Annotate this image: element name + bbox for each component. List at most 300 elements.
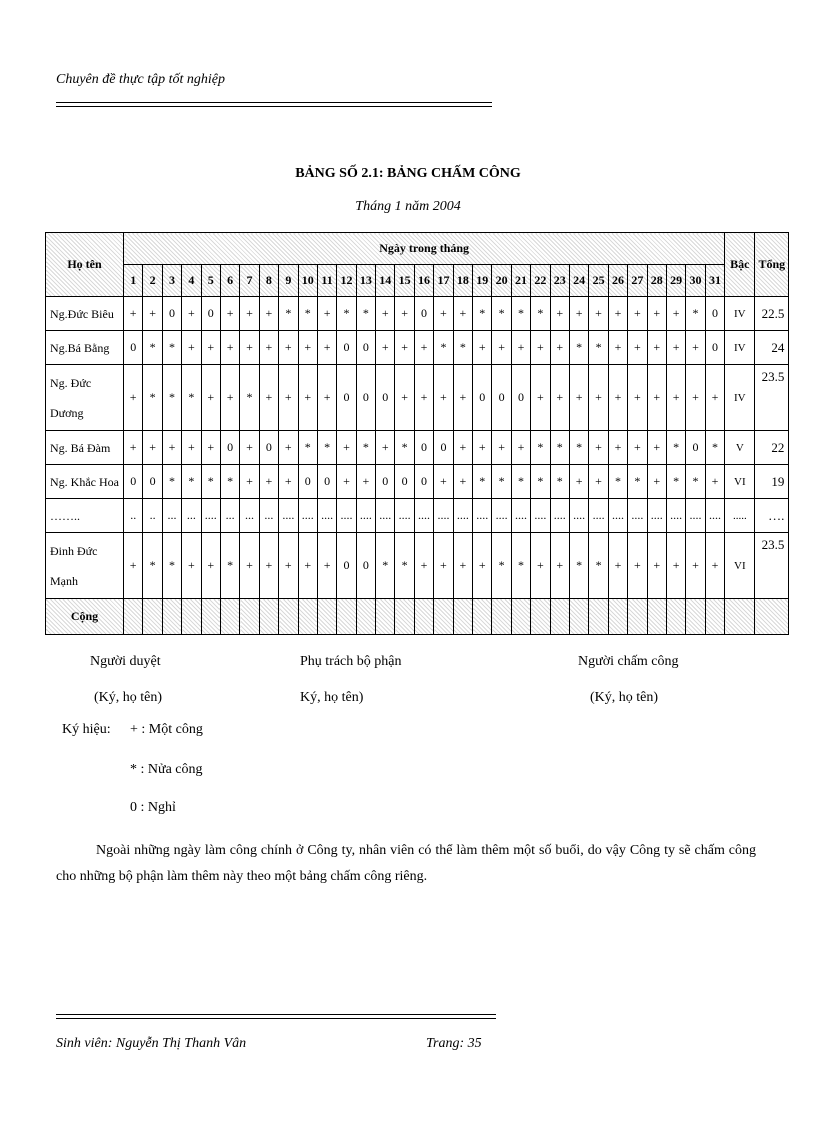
attendance-mark: * xyxy=(162,533,181,599)
employee-total: 19 xyxy=(755,465,789,499)
attendance-mark: .... xyxy=(414,499,433,533)
attendance-mark: 0 xyxy=(337,365,356,431)
table-row xyxy=(46,465,789,499)
attendance-mark: + xyxy=(550,365,569,431)
attendance-mark: + xyxy=(414,533,433,599)
attendance-mark: * xyxy=(511,533,530,599)
attendance-mark: * xyxy=(686,465,705,499)
attendance-mark: + xyxy=(356,465,375,499)
attendance-mark: + xyxy=(279,533,298,599)
day-header-16: 16 xyxy=(414,265,433,297)
attendance-mark: * xyxy=(628,465,647,499)
attendance-mark: .... xyxy=(395,499,414,533)
employee-name: Ng.Bá Bằng xyxy=(46,331,124,365)
attendance-mark: .... xyxy=(569,499,588,533)
footer-cell xyxy=(240,599,259,635)
attendance-mark: + xyxy=(686,533,705,599)
col-grade-header: Bậc xyxy=(725,233,755,297)
attendance-mark: * xyxy=(705,431,725,465)
day-header-10: 10 xyxy=(298,265,317,297)
attendance-mark: * xyxy=(511,297,530,331)
col-days-group-header: Ngày trong tháng xyxy=(124,233,725,265)
signature-timekeeper-note: (Ký, họ tên) xyxy=(590,690,659,705)
body-paragraph: Ngoài những ngày làm công chính ở Công ty, nhân viên có thể làm thêm một số buổi, do vậy Công ty sẽ chấm công cho những bộ phận làm thêm này theo một bảng chấm công riêng. xyxy=(56,843,756,884)
attendance-mark: * xyxy=(569,331,588,365)
attendance-mark: + xyxy=(240,431,259,465)
attendance-mark: * xyxy=(511,465,530,499)
table-subtitle: Tháng 1 năm 2004 xyxy=(355,199,461,214)
attendance-mark: .... xyxy=(376,499,395,533)
col-name-header: Họ tên xyxy=(46,233,124,297)
attendance-mark: + xyxy=(434,533,453,599)
day-header-17: 17 xyxy=(434,265,453,297)
attendance-mark: 0 xyxy=(162,297,181,331)
attendance-mark: .... xyxy=(492,499,511,533)
attendance-mark: * xyxy=(395,533,414,599)
footer-cell xyxy=(608,599,627,635)
attendance-mark: + xyxy=(298,331,317,365)
footer-cell xyxy=(182,599,201,635)
attendance-mark: + xyxy=(686,365,705,431)
attendance-mark: + xyxy=(395,365,414,431)
table-row xyxy=(46,331,789,365)
footer-cell xyxy=(201,599,220,635)
table-row xyxy=(46,297,789,331)
attendance-mark: .... xyxy=(608,499,627,533)
footer-cell xyxy=(666,599,685,635)
attendance-mark: 0 xyxy=(356,331,375,365)
attendance-mark: + xyxy=(608,331,627,365)
attendance-mark: + xyxy=(317,533,336,599)
day-header-27: 27 xyxy=(628,265,647,297)
attendance-mark: 0 xyxy=(705,297,725,331)
attendance-mark: .... xyxy=(279,499,298,533)
employee-grade: IV xyxy=(725,365,755,431)
attendance-mark: * xyxy=(589,533,608,599)
attendance-mark: + xyxy=(201,365,220,431)
header-rule xyxy=(56,102,492,103)
attendance-mark: 0 xyxy=(492,365,511,431)
attendance-mark: .... xyxy=(589,499,608,533)
attendance-mark: .... xyxy=(201,499,220,533)
attendance-table xyxy=(45,232,789,635)
table-row xyxy=(46,365,789,431)
footer-cell xyxy=(531,599,550,635)
employee-name: Ng. Khắc Hoa xyxy=(46,465,124,499)
employee-grade: VI xyxy=(725,533,755,599)
attendance-mark: * xyxy=(531,431,550,465)
attendance-mark: + xyxy=(162,431,181,465)
footer-cell xyxy=(628,599,647,635)
attendance-mark: + xyxy=(550,297,569,331)
attendance-mark: * xyxy=(162,331,181,365)
attendance-mark: + xyxy=(317,297,336,331)
legend-item-half: * : Nửa công xyxy=(130,762,203,777)
attendance-mark: ... xyxy=(220,499,239,533)
attendance-mark: + xyxy=(453,465,472,499)
attendance-mark: + xyxy=(182,533,201,599)
attendance-mark: + xyxy=(550,533,569,599)
attendance-mark: 0 xyxy=(376,465,395,499)
attendance-mark: * xyxy=(162,465,181,499)
attendance-mark: .... xyxy=(473,499,492,533)
attendance-mark: + xyxy=(705,465,725,499)
attendance-mark: .... xyxy=(356,499,375,533)
attendance-mark: + xyxy=(608,431,627,465)
attendance-mark: 0 xyxy=(414,465,433,499)
attendance-mark: 0 xyxy=(705,331,725,365)
attendance-mark: + xyxy=(434,365,453,431)
attendance-mark: + xyxy=(298,365,317,431)
attendance-mark: 0 xyxy=(414,297,433,331)
footer-cell xyxy=(337,599,356,635)
attendance-mark: + xyxy=(511,431,530,465)
attendance-mark: * xyxy=(589,331,608,365)
attendance-mark: + xyxy=(279,331,298,365)
attendance-mark: + xyxy=(589,465,608,499)
attendance-mark: + xyxy=(434,297,453,331)
attendance-mark: 0 xyxy=(124,331,143,365)
attendance-mark: .... xyxy=(550,499,569,533)
attendance-mark: .... xyxy=(511,499,530,533)
attendance-mark: + xyxy=(376,297,395,331)
attendance-mark: + xyxy=(279,465,298,499)
header-title: Chuyên đề thực tập tốt nghiệp xyxy=(56,72,225,87)
attendance-mark: * xyxy=(298,431,317,465)
attendance-mark: + xyxy=(317,365,336,431)
attendance-mark: * xyxy=(162,365,181,431)
attendance-mark: + xyxy=(453,431,472,465)
attendance-mark: + xyxy=(492,431,511,465)
attendance-mark: 0 xyxy=(395,465,414,499)
day-header-1: 1 xyxy=(124,265,143,297)
attendance-mark: 0 xyxy=(434,431,453,465)
day-header-29: 29 xyxy=(666,265,685,297)
day-header-22: 22 xyxy=(531,265,550,297)
attendance-mark: + xyxy=(686,331,705,365)
footer-cell xyxy=(376,599,395,635)
attendance-mark: .... xyxy=(337,499,356,533)
signature-timekeeper-title: Người chấm công xyxy=(578,654,679,669)
footer-cell xyxy=(143,599,162,635)
attendance-mark: + xyxy=(182,297,201,331)
attendance-mark: + xyxy=(182,431,201,465)
attendance-mark: * xyxy=(356,297,375,331)
employee-name: Đinh Đức Mạnh xyxy=(46,533,124,599)
attendance-mark: + xyxy=(647,331,666,365)
attendance-mark: + xyxy=(628,297,647,331)
attendance-mark: + xyxy=(240,297,259,331)
footer-cell xyxy=(124,599,143,635)
attendance-mark: + xyxy=(666,533,685,599)
attendance-mark: * xyxy=(569,431,588,465)
attendance-mark: * xyxy=(550,465,569,499)
attendance-mark: + xyxy=(395,331,414,365)
footer-cell xyxy=(511,599,530,635)
attendance-mark: * xyxy=(337,297,356,331)
employee-name: Ng.Đức Biêu xyxy=(46,297,124,331)
attendance-mark: + xyxy=(531,365,550,431)
attendance-mark: * xyxy=(434,331,453,365)
attendance-mark: 0 xyxy=(124,465,143,499)
attendance-mark: + xyxy=(511,331,530,365)
attendance-mark: + xyxy=(220,331,239,365)
attendance-mark: + xyxy=(647,533,666,599)
footer-cell xyxy=(220,599,239,635)
attendance-mark: + xyxy=(124,365,143,431)
day-header-24: 24 xyxy=(569,265,588,297)
attendance-mark: + xyxy=(124,533,143,599)
legend-item-full: + : Một công xyxy=(130,722,203,737)
attendance-mark: 0 xyxy=(143,465,162,499)
signature-approver-title: Người duyệt xyxy=(90,654,161,669)
attendance-mark: + xyxy=(589,365,608,431)
attendance-mark: 0 xyxy=(220,431,239,465)
table-row xyxy=(46,533,789,599)
employee-total: 23.5 xyxy=(755,533,789,599)
footer-cell xyxy=(395,599,414,635)
attendance-mark: .... xyxy=(531,499,550,533)
attendance-mark: + xyxy=(201,533,220,599)
attendance-mark: .. xyxy=(143,499,162,533)
col-total-header: Tổng xyxy=(755,233,789,297)
attendance-mark: + xyxy=(124,431,143,465)
footer-cell xyxy=(162,599,181,635)
day-header-11: 11 xyxy=(317,265,336,297)
attendance-mark: 0 xyxy=(414,431,433,465)
attendance-mark: + xyxy=(259,297,278,331)
attendance-mark: * xyxy=(143,331,162,365)
attendance-mark: + xyxy=(259,533,278,599)
attendance-mark: 0 xyxy=(473,365,492,431)
employee-grade: IV xyxy=(725,297,755,331)
attendance-mark: + xyxy=(395,297,414,331)
attendance-mark: + xyxy=(143,431,162,465)
attendance-mark: + xyxy=(628,533,647,599)
attendance-mark: ... xyxy=(240,499,259,533)
attendance-mark: + xyxy=(492,331,511,365)
employee-total: 23.5 xyxy=(755,365,789,431)
attendance-mark: + xyxy=(259,331,278,365)
day-header-18: 18 xyxy=(453,265,472,297)
attendance-mark: .... xyxy=(298,499,317,533)
attendance-mark: + xyxy=(220,297,239,331)
attendance-mark: + xyxy=(531,533,550,599)
attendance-mark: + xyxy=(376,431,395,465)
attendance-mark: + xyxy=(473,331,492,365)
day-header-15: 15 xyxy=(395,265,414,297)
day-header-9: 9 xyxy=(279,265,298,297)
attendance-mark: 0 xyxy=(298,465,317,499)
attendance-mark: + xyxy=(550,331,569,365)
attendance-mark: 0 xyxy=(686,431,705,465)
attendance-mark: + xyxy=(473,431,492,465)
attendance-mark: 0 xyxy=(356,365,375,431)
attendance-mark: + xyxy=(647,365,666,431)
attendance-mark: * xyxy=(395,431,414,465)
footer-rule xyxy=(56,1014,496,1015)
table-row xyxy=(46,499,789,533)
employee-name: Ng. Đức Dương xyxy=(46,365,124,431)
employee-name: Ng. Bá Đàm xyxy=(46,431,124,465)
day-header-3: 3 xyxy=(162,265,181,297)
attendance-mark: + xyxy=(279,431,298,465)
attendance-mark: + xyxy=(666,331,685,365)
attendance-mark: * xyxy=(492,297,511,331)
attendance-mark: + xyxy=(337,431,356,465)
employee-grade: VI xyxy=(725,465,755,499)
day-header-25: 25 xyxy=(589,265,608,297)
employee-name: …….. xyxy=(46,499,124,533)
employee-grade: IV xyxy=(725,331,755,365)
attendance-mark: * xyxy=(220,533,239,599)
footer-student: Sinh viên: Nguyễn Thị Thanh Vân xyxy=(56,1036,247,1051)
attendance-mark: 0 xyxy=(376,365,395,431)
attendance-mark: + xyxy=(376,331,395,365)
attendance-mark: 0 xyxy=(317,465,336,499)
attendance-mark: * xyxy=(453,331,472,365)
attendance-mark: + xyxy=(317,331,336,365)
attendance-mark: + xyxy=(569,465,588,499)
table-row xyxy=(46,431,789,465)
attendance-mark: 0 xyxy=(356,533,375,599)
attendance-mark: * xyxy=(550,431,569,465)
header-rule-2 xyxy=(56,106,492,107)
attendance-mark: * xyxy=(220,465,239,499)
day-header-12: 12 xyxy=(337,265,356,297)
attendance-mark: .... xyxy=(647,499,666,533)
attendance-mark: + xyxy=(240,331,259,365)
footer-cell xyxy=(356,599,375,635)
attendance-mark: * xyxy=(569,533,588,599)
legend-item-off: 0 : Nghỉ xyxy=(130,800,176,815)
footer-cell xyxy=(589,599,608,635)
footer-cell xyxy=(686,599,705,635)
attendance-mark: + xyxy=(124,297,143,331)
attendance-mark: + xyxy=(608,297,627,331)
attendance-mark: * xyxy=(666,465,685,499)
employee-grade: ..... xyxy=(725,499,755,533)
attendance-mark: 0 xyxy=(259,431,278,465)
day-header-13: 13 xyxy=(356,265,375,297)
attendance-mark: + xyxy=(279,365,298,431)
day-header-19: 19 xyxy=(473,265,492,297)
day-header-7: 7 xyxy=(240,265,259,297)
attendance-mark: + xyxy=(473,533,492,599)
attendance-mark: + xyxy=(220,365,239,431)
attendance-mark: ... xyxy=(259,499,278,533)
day-header-26: 26 xyxy=(608,265,627,297)
footer-cell xyxy=(647,599,666,635)
attendance-mark: * xyxy=(492,465,511,499)
attendance-mark: + xyxy=(201,331,220,365)
attendance-mark: ... xyxy=(182,499,201,533)
attendance-mark: + xyxy=(337,465,356,499)
attendance-mark: * xyxy=(279,297,298,331)
attendance-mark: + xyxy=(414,331,433,365)
attendance-mark: + xyxy=(608,533,627,599)
attendance-mark: * xyxy=(201,465,220,499)
attendance-mark: * xyxy=(608,465,627,499)
attendance-mark: * xyxy=(531,465,550,499)
footer-rule-2 xyxy=(56,1018,496,1019)
employee-total: …. xyxy=(755,499,789,533)
footer-cell xyxy=(279,599,298,635)
employee-total: 22.5 xyxy=(755,297,789,331)
footer-cell xyxy=(453,599,472,635)
attendance-mark: .... xyxy=(434,499,453,533)
day-header-5: 5 xyxy=(201,265,220,297)
attendance-mark: .... xyxy=(628,499,647,533)
signature-head-note: Ký, họ tên) xyxy=(300,690,364,705)
footer-cell xyxy=(434,599,453,635)
attendance-mark: * xyxy=(666,431,685,465)
attendance-mark: * xyxy=(686,297,705,331)
table-title: BẢNG SỐ 2.1: BẢNG CHẤM CÔNG xyxy=(295,166,521,181)
attendance-mark: + xyxy=(608,365,627,431)
attendance-mark: + xyxy=(201,431,220,465)
day-header-21: 21 xyxy=(511,265,530,297)
attendance-mark: .... xyxy=(317,499,336,533)
day-header-31: 31 xyxy=(705,265,725,297)
attendance-mark: + xyxy=(705,533,725,599)
attendance-mark: + xyxy=(453,533,472,599)
day-header-8: 8 xyxy=(259,265,278,297)
attendance-mark: + xyxy=(589,431,608,465)
attendance-mark: + xyxy=(143,297,162,331)
attendance-mark: * xyxy=(317,431,336,465)
employee-total: 22 xyxy=(755,431,789,465)
attendance-mark: * xyxy=(492,533,511,599)
attendance-mark: * xyxy=(376,533,395,599)
attendance-mark: * xyxy=(240,365,259,431)
employee-total: 24 xyxy=(755,331,789,365)
attendance-mark: + xyxy=(414,365,433,431)
attendance-mark: + xyxy=(647,431,666,465)
attendance-mark: 0 xyxy=(201,297,220,331)
footer-cell xyxy=(725,599,755,635)
attendance-mark: * xyxy=(473,465,492,499)
footer-cell xyxy=(473,599,492,635)
footer-cell xyxy=(550,599,569,635)
day-header-23: 23 xyxy=(550,265,569,297)
attendance-mark: * xyxy=(182,465,201,499)
attendance-mark: + xyxy=(705,365,725,431)
attendance-mark: + xyxy=(259,365,278,431)
attendance-mark: + xyxy=(240,465,259,499)
footer-cell xyxy=(414,599,433,635)
attendance-mark: + xyxy=(666,365,685,431)
attendance-mark: + xyxy=(453,365,472,431)
attendance-mark: * xyxy=(298,297,317,331)
attendance-mark: + xyxy=(666,297,685,331)
day-header-28: 28 xyxy=(647,265,666,297)
day-header-4: 4 xyxy=(182,265,201,297)
attendance-mark: + xyxy=(434,465,453,499)
attendance-mark: .... xyxy=(705,499,725,533)
day-header-6: 6 xyxy=(220,265,239,297)
footer-cell xyxy=(492,599,511,635)
footer-cell xyxy=(298,599,317,635)
attendance-mark: 0 xyxy=(337,331,356,365)
attendance-mark: .... xyxy=(666,499,685,533)
footer-cell xyxy=(755,599,789,635)
attendance-mark: * xyxy=(143,365,162,431)
footer-cell xyxy=(705,599,725,635)
attendance-mark: * xyxy=(473,297,492,331)
attendance-mark: + xyxy=(259,465,278,499)
day-header-2: 2 xyxy=(143,265,162,297)
